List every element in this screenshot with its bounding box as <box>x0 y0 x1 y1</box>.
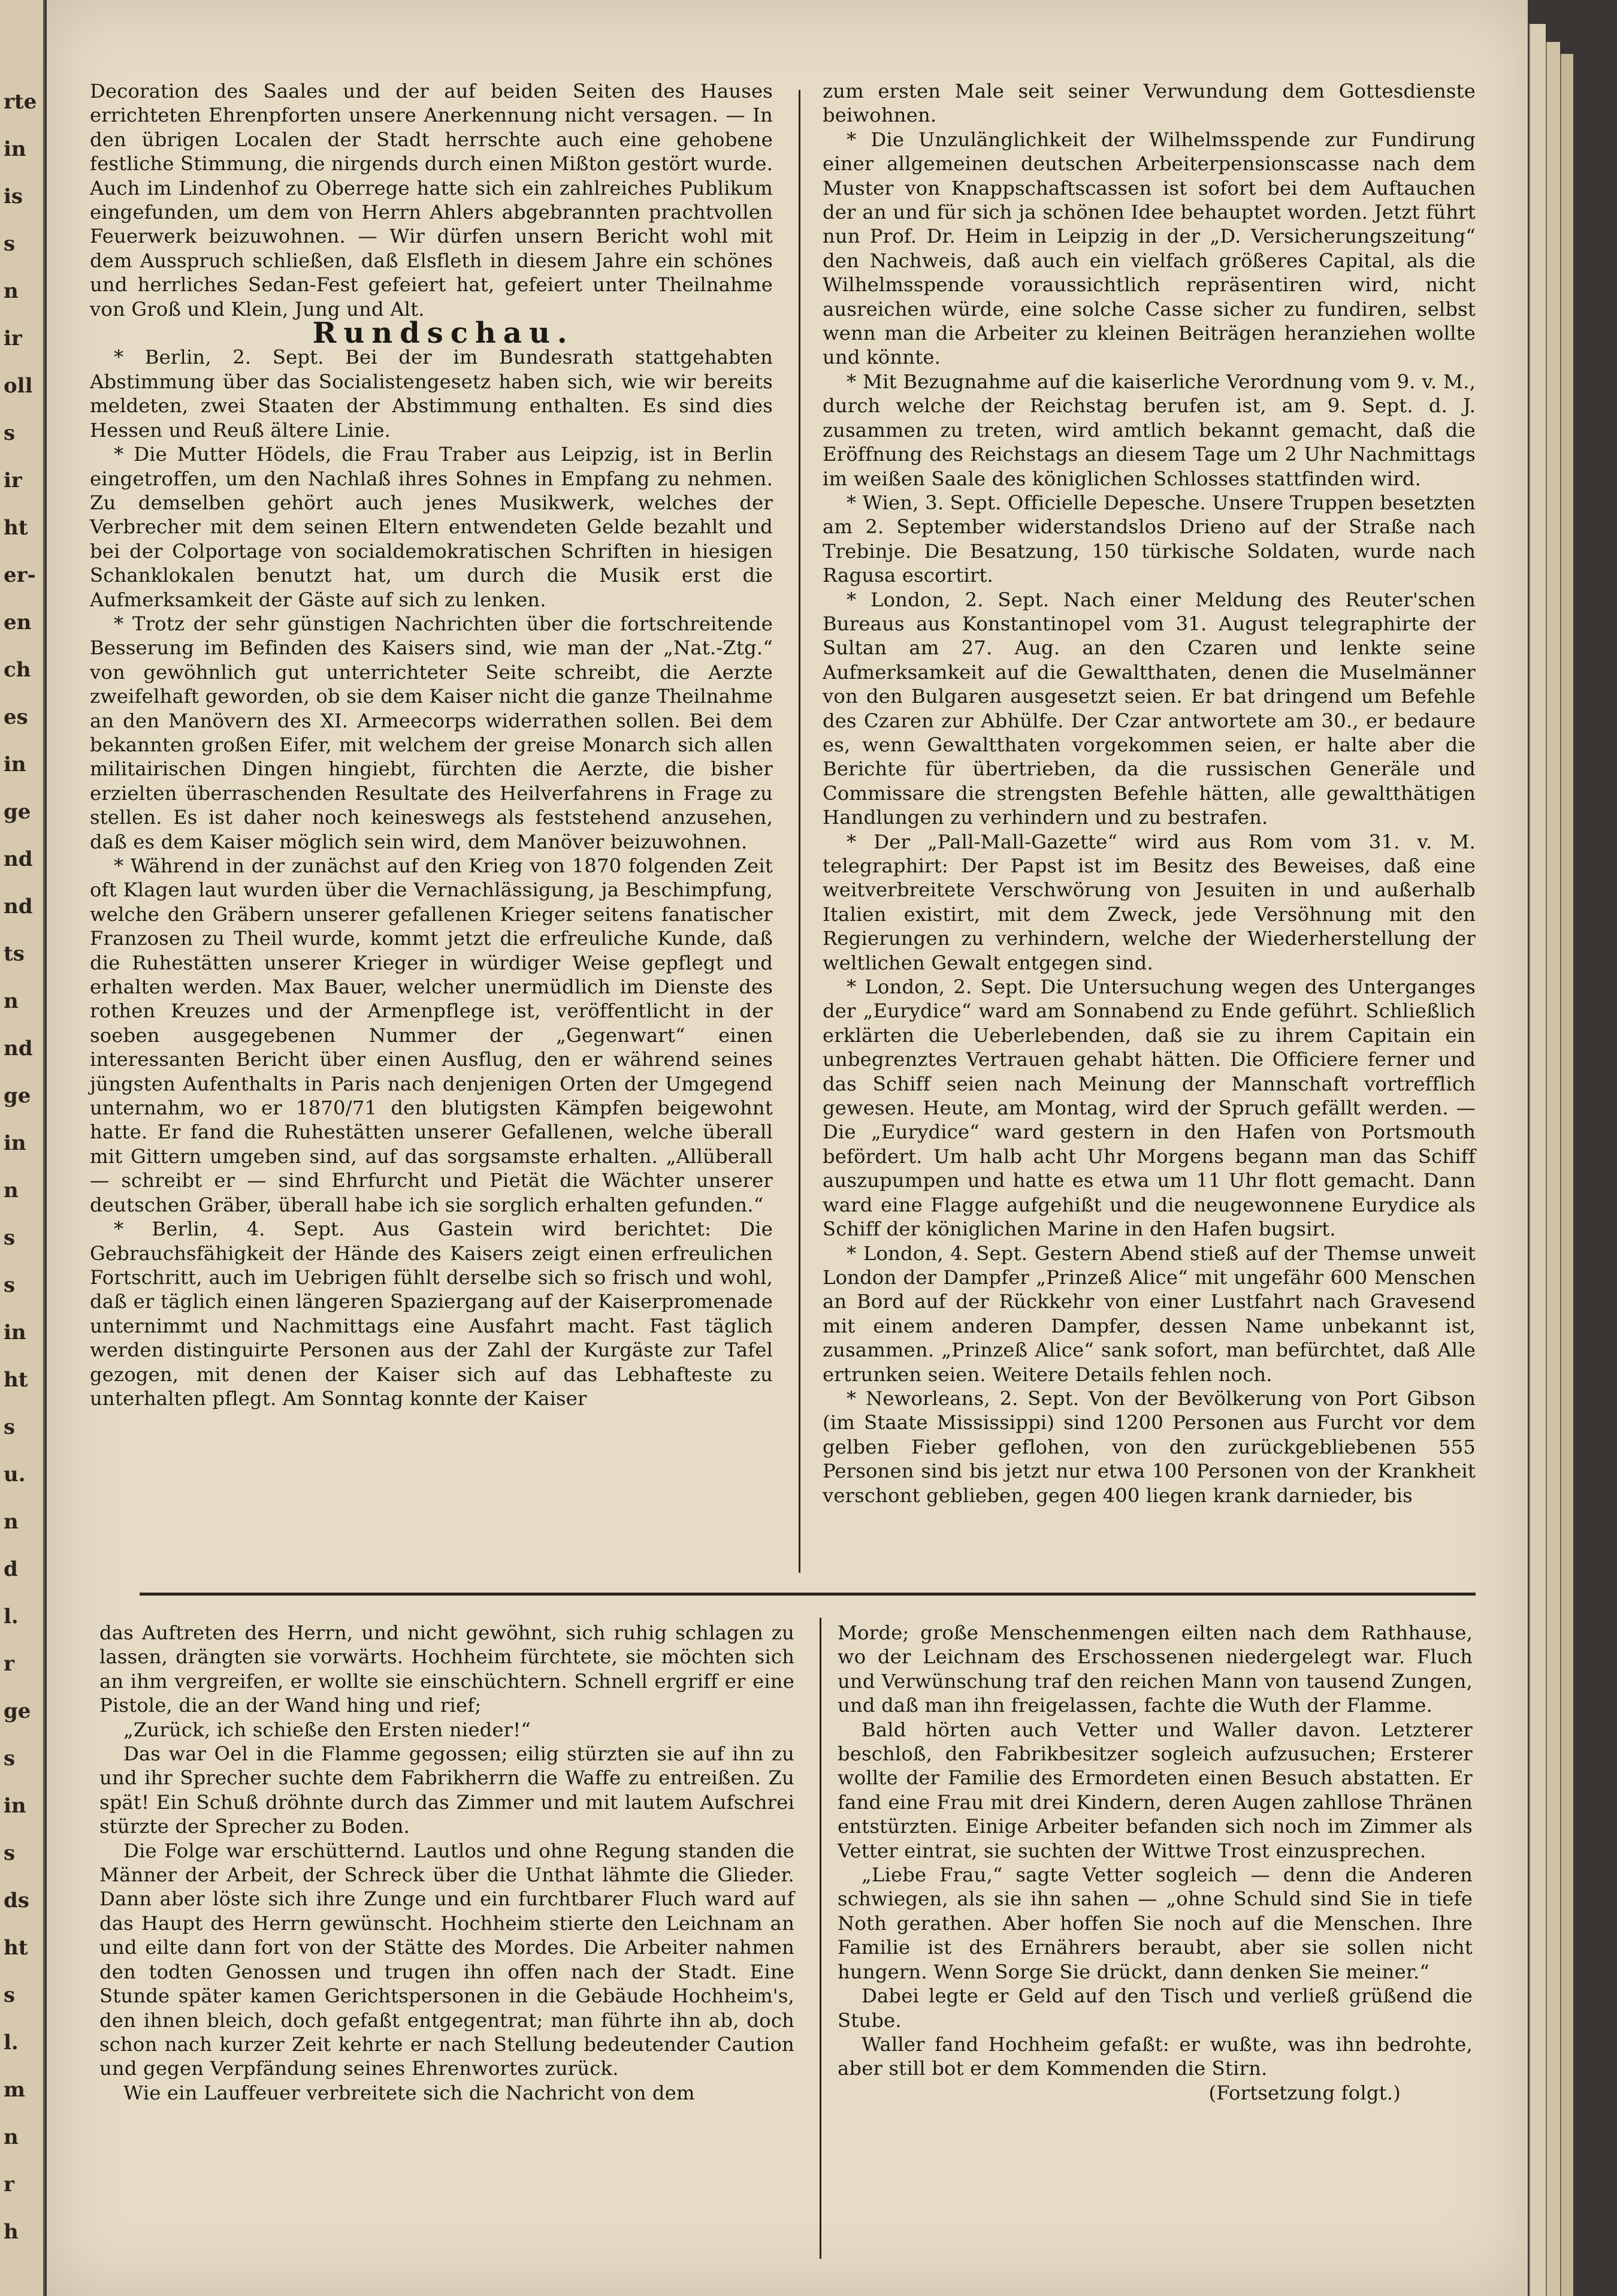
adjacent-page-strip <box>0 0 45 2296</box>
news-item: * London, 2. Sept. Die Untersuchung wegen des Unterganges der „Eurydice“ ward am Sonnabend zu Ende geführt. Schließlich erklärten die Ueberlebenden, daß sie zu ihrem Capitain ein unbegrenztes Vertrauen gehabt hätten. Die Officiere ferner und das Schiff seien nach Meinung der Mannschaft vortrefflich gewesen. Heute, am Montag, wird der Spruch gefällt werden. — Die „Eurydice“ ward gestern in den Hafen von Portsmouth befördert. Um halb acht Uhr Morgens begann man das Schiff auszupumpen und hatte es etwa um 11 Uhr flott gemacht. Dann ward eine Flagge aufgehißt und die neugewonnene Eurydice als Schiff der königlichen Marine in den Hafen bugsirt. <box>823 975 1476 1241</box>
adjacent-page-fragment: s <box>4 1415 16 1439</box>
adjacent-page-fragment: ge <box>4 800 31 824</box>
adjacent-page-fragment: ch <box>4 658 31 682</box>
story-paragraph: Morde; große Menschenmengen eilten nach dem Rathhause, wo der Leichnam des Erschossenen niedergelegt war. Fluch und Verwünschung traf den reichen Mann von tausend Zungen, und daß man ihn freigelassen, fachte die Wuth der Flamme. <box>838 1621 1473 1717</box>
news-item: * Während in der zunächst auf den Krieg von 1870 folgenden Zeit oft Klagen laut wurden über die Vernachlässigung, ja Beschimpfung, welche den Gräbern unserer gefallenen Krieger seitens fanatischer Franzosen zu Theil wurde, kommt jetzt die erfreuliche Kunde, daß die Ruhestätten unserer Krieger in würdiger Weise gepflegt und erhalten werden. Max Bauer, welcher unermüdlich im Dienste des rothen Kreuzes und der Armenpflege ist, veröffentlicht in der soeben ausgegebenen Nummer der „Gegenwart“ einen interessanten Bericht über einen Ausflug, den er während seines jüngsten Aufenthalts in Paris nach denjenigen Orten der Umgegend unternahm, wo er 1870/71 den blutigsten Kämpfen beigewohnt hatte. Er fand die Ruhestätten unserer Gefallenen, welche überall mit Gittern umgeben sind, auf das sorgsamste erhalten. „Allüberall — schreibt er — sind Ehrfurcht und Pietät die Wächter unserer deutschen Gräber, überall habe ich sie sorglich erhalten gefunden.“ <box>90 854 773 1216</box>
story-paragraph: Dabei legte er Geld auf den Tisch und verließ grüßend die Stube. <box>838 1984 1473 2032</box>
top-right-column <box>823 79 1476 1507</box>
feuilleton-rule <box>140 1593 1476 1596</box>
rundschau-heading: Rundschau. <box>312 316 575 351</box>
column-divider <box>820 1618 821 2259</box>
bottom-right-column <box>838 1621 1473 2105</box>
story-paragraph: das Auftreten des Herrn, und nicht gewöhnt, sich ruhig schlagen zu lassen, drängten sie vorwärts. Hochheim fürchtete, sie möchten sich an ihm vergreifen, er wollte sie einschüchtern. Schnell ergriff er eine Pistole, die an der Wand hing und rief; <box>99 1621 794 1717</box>
adjacent-page-fragment: s <box>4 1273 16 1297</box>
adjacent-page-fragment: s <box>4 1841 16 1865</box>
newspaper-page <box>47 0 1528 2296</box>
adjacent-page-fragment: s <box>4 1226 16 1250</box>
news-item: * Der „Pall-Mall-Gazette“ wird aus Rom vom 31. v. M. telegraphirt: Der Papst ist im Besitz des Beweises, daß eine weitverbreitete Verschwörung von Jesuiten in und außerhalb Italien existirt, mit dem Zweck, jede Versöhnung mit den Regierungen zu verhindern, welche der Wiederherstellung der weltlichen Gewalt entgegen sind. <box>823 830 1476 974</box>
adjacent-page-fragment: nd <box>4 847 33 871</box>
adjacent-page-fragment: n <box>4 279 19 303</box>
news-item: * London, 2. Sept. Nach einer Meldung des Reuter'schen Bureaus aus Konstantinopel vom 31. August telegraphirte der Sultan am 27. Aug. an den Czaren und lenkte seine Aufmerksamkeit auf die Gewaltthaten, denen die Muselmänner von den Bulgaren ausgesetzt seien. Er bat dringend um Befehle des Czaren zur Abhülfe. Der Czar antwortete am 30., er bedaure es, wenn Gewaltthaten vorgekommen seien, er halte aber die Berichte für übertrieben, da die russischen Generäle und Commissare die strengsten Befehle hätten, alle gewaltthätigen Handlungen zu verhindern und zu bestrafen. <box>823 588 1476 829</box>
adjacent-page-fragment: n <box>4 989 19 1013</box>
adjacent-page-fragment: ht <box>4 1936 28 1960</box>
news-item: zum ersten Male seit seiner Verwundung dem Gottesdienste beiwohnen. <box>823 80 1476 127</box>
adjacent-page-fragment: in <box>4 137 26 161</box>
news-item: * Die Mutter Hödels, die Frau Traber aus Leipzig, ist in Berlin eingetroffen, um den Nachlaß ihres Sohnes in Empfang zu nehmen. Zu demselben gehört auch jenes Musikwerk, welches der Verbrecher mit dem seinen Eltern entwendeten Gelde bezahlt und bei der Colportage von socialdemokratischen Schriften in hiesigen Schanklokalen benutzt hat, um durch die Musik erst die Aufmerksamkeit der Gäste auf sich zu lenken. <box>90 443 773 611</box>
adjacent-page-fragment: u. <box>4 1463 26 1487</box>
news-item: * Mit Bezugnahme auf die kaiserliche Verordnung vom 9. v. M., durch welche der Reichstag berufen ist, am 9. Sept. d. J. zusammen zu treten, wird amtlich bekannt gemacht, daß die Eröffnung des Reichstags an diesem Tage um 2 Uhr Nachmittags im weißen Saale des königlichen Schlosses stattfinden wird. <box>823 370 1476 490</box>
top-left-column <box>90 79 773 1410</box>
sedan-fest-paragraph: Decoration des Saales und der auf beiden Seiten des Hauses errichteten Ehrenpforten unsere Anerkennung nicht versagen. — In den übrigen Localen der Stadt herrschte auch eine gehobene festliche Stimmung, die nirgends durch einen Mißton gestört wurde. Auch im Lindenhof zu Oberrege hatte sich ein zahlreiches Publikum eingefunden, um dem von Herrn Ahlers abgebrannten prachtvollen Feuerwerk beizuwohnen. — Wir dürfen unsern Bericht wohl mit dem Ausspruch schließen, daß Elsfleth in diesem Jahre ein schönes und herrliches Sedan-Fest gefeiert hat, gefeiert unter Theilnahme von Groß und Klein, Jung und Alt. <box>90 80 773 321</box>
adjacent-page-fragment: ge <box>4 1699 31 1723</box>
adjacent-page-fragment: r <box>4 2173 14 2197</box>
adjacent-page-fragment: n <box>4 1179 19 1203</box>
adjacent-page-fragment: l. <box>4 1605 19 1629</box>
adjacent-page-fragment: in <box>4 1321 26 1345</box>
adjacent-page-fragment: m <box>4 2078 25 2102</box>
story-paragraph: Bald hörten auch Vetter und Waller davon. Letzterer beschloß, den Fabrikbesitzer sogleich aufzusuchen; Ersterer wollte der Familie des Ermordeten einen Besuch abstatten. Er fand eine Frau mit drei Kindern, deren Augen zahllose Thränen entstürzten. Einige Arbeiter befanden sich noch im Zimmer als Vetter eintrat, sie suchten der Wittwe Trost einzusprechen. <box>838 1718 1473 1862</box>
news-item: * Wien, 3. Sept. Officielle Depesche. Unsere Truppen besetzten am 2. September widerstandslos Drieno auf der Straße nach Trebinje. Die Besatzung, 150 türkische Soldaten, wurde nach Ragusa escortirt. <box>823 491 1476 587</box>
adjacent-page-fragment: er- <box>4 563 36 587</box>
adjacent-page-fragment: r <box>4 1652 14 1676</box>
news-item: * Berlin, 2. Sept. Bei der im Bundesrath stattgehabten Abstimmung über das Socialistengesetz haben sich, wie wir bereits meldeten, zwei Staaten der Abstimmung enthalten. Es sind dies Hessen und Reuß ältere Linie. <box>90 346 773 442</box>
adjacent-page-fragment: in <box>4 753 26 777</box>
page-edge <box>1560 54 1573 2296</box>
adjacent-page-fragment: ge <box>4 1084 31 1108</box>
news-item: * London, 4. Sept. Gestern Abend stieß auf der Themse unweit London der Dampfer „Prinzeß Alice“ mit ungefähr 600 Menschen an Bord auf der Rückkehr von einer Lustfahrt nach Gravesend mit einem anderen Dampfer, dessen Name unbekannt ist, zusammen. „Prinzeß Alice“ sank sofort, man befürchtet, daß Alle ertrunken seien. Weitere Details fehlen noch. <box>823 1241 1476 1386</box>
bottom-left-column <box>99 1621 794 2105</box>
adjacent-page-fragment: s <box>4 421 16 445</box>
column-divider <box>799 90 800 1573</box>
story-paragraph: Waller fand Hochheim gefaßt: er wußte, was ihn bedrohte, aber still bot er dem Kommenden die Stirn. <box>838 2032 1473 2080</box>
adjacent-page-fragment: ts <box>4 942 25 966</box>
adjacent-page-fragment: nd <box>4 1037 33 1061</box>
page-edge <box>1529 24 1546 2296</box>
continued-note: (Fortsetzung folgt.) <box>1208 2081 1401 2104</box>
adjacent-page-fragment: ht <box>4 1368 28 1392</box>
adjacent-page-fragment: s <box>4 1747 16 1771</box>
adjacent-page-fragment: ht <box>4 516 28 540</box>
adjacent-page-fragment: n <box>4 1510 19 1534</box>
adjacent-page-fragment: s <box>4 1983 16 2007</box>
adjacent-page-fragment: d <box>4 1557 18 1581</box>
page-edge <box>1546 42 1560 2296</box>
adjacent-page-fragment: n <box>4 2125 19 2149</box>
adjacent-page-fragment: ir <box>4 469 22 493</box>
news-item: * Die Unzulänglichkeit der Wilhelmsspende zur Fundirung einer allgemeinen deutschen Arbeiterpensionscasse nach dem Muster von Knappschaftscassen ist sofort bei dem Auftauchen der an und für sich ja schönen Idee behauptet worden. Jetzt führt nun Prof. Dr. Heim in Leipzig in der „D. Versicherungszeitung“ den Nachweis, daß auch ein vielfach größeres Capital, als die Wilhelmsspende voraussichtlich repräsentiren wird, nicht ausreichen würde, eine solche Casse sicher zu fundiren, selbst wenn man die Arbeiter zu kleinen Beiträgen heranziehen wollte und könnte. <box>823 128 1476 369</box>
adjacent-page-fragment: l. <box>4 2031 19 2055</box>
adjacent-page-fragment: ir <box>4 327 22 351</box>
adjacent-page-fragment: s <box>4 232 16 256</box>
adjacent-page-fragment: ds <box>4 1889 29 1913</box>
adjacent-page-fragment: oll <box>4 374 33 398</box>
story-paragraph: Das war Oel in die Flamme gegossen; eilig stürzten sie auf ihn zu und ihr Sprecher suchte dem Fabrikherrn die Waffe zu entreißen. Zu spät! Ein Schuß dröhnte durch das Zimmer und mit lautem Aufschrei stürzte der Sprecher zu Boden. <box>99 1742 794 1838</box>
story-paragraph: „Zurück, ich schieße den Ersten nieder!“ <box>123 1718 531 1741</box>
adjacent-page-fragment: es <box>4 705 28 729</box>
adjacent-page-fragment: nd <box>4 895 33 919</box>
story-paragraph: Wie ein Lauffeuer verbreitete sich die Nachricht von dem <box>123 2081 695 2104</box>
news-item: * Berlin, 4. Sept. Aus Gastein wird berichtet: Die Gebrauchsfähigkeit der Hände des Kaisers zeigt einen erfreulichen Fortschritt, auch im Uebrigen fühlt derselbe sich so frisch und wohl, daß er täglich einen längeren Spaziergang auf der Kaiserpromenade unternimmt und Nachmittags eine Ausfahrt macht. Fast täglich werden distinguirte Personen aus der Zahl der Kurgäste zur Tafel gezogen, mit denen der Kaiser sich auf das Lebhafteste zu unterhalten pflegt. Am Sonntag konnte der Kaiser <box>90 1218 773 1410</box>
story-paragraph: „Liebe Frau,“ sagte Vetter sogleich — denn die Anderen schwiegen, als sie ihn sahen — „ohne Schuld sind Sie in tiefe Noth gerathen. Aber hoffen Sie noch auf die Menschen. Ihre Familie ist des Ernährers beraubt, aber sie sollen nicht hungern. Wenn Sorge Sie drückt, dann denken Sie meiner.“ <box>838 1863 1473 1983</box>
adjacent-page-fragment: is <box>4 185 23 209</box>
adjacent-page-fragment: in <box>4 1794 26 1818</box>
news-item: * Neworleans, 2. Sept. Von der Bevölkerung von Port Gibson (im Staate Mississippi) sind 1200 Personen aus Furcht vor dem gelben Fieber geflohen, von den zurückgebliebenen 555 Personen sind bis jetzt nur etwa 100 Personen von der Krankheit verschont geblieben, gegen 400 liegen krank darnieder, bis <box>823 1386 1476 1507</box>
story-paragraph: Die Folge war erschütternd. Lautlos und ohne Regung standen die Männer der Arbeit, der Schreck über die Unthat lähmte die Glieder. Dann aber löste sich ihre Zunge und ein furchtbarer Fluch ward auf das Haupt des Herrn gewünscht. Hochheim stierte den Leichnam an und eilte dann fort von der Stätte des Mordes. Die Arbeiter nahmen den todten Genossen und trugen ihn offen nach der Stadt. Eine Stunde später kamen Gerichtspersonen in die Gebäude Hochheim's, den ihnen bleich, doch gefaßt entgegentrat; man führte ihn ab, doch schon nach kurzer Zeit kehrte er nach Stellung bedeutender Caution und gegen Verpfändung seines Ehrenwortes zurück. <box>99 1839 794 2080</box>
adjacent-page-fragment: in <box>4 1131 26 1155</box>
adjacent-page-fragment: en <box>4 611 32 635</box>
news-item: * Trotz der sehr günstigen Nachrichten über die fortschreitende Besserung im Befinden des Kaisers sind, wie man der „Nat.-Ztg.“ von gewöhnlich gut unterrichteter Seite schreibt, die Aerzte zweifelhaft geworden, ob sie dem Kaiser nicht die ganze Theilnahme an den Manövern des XI. Armeecorps widerrathen sollen. Bei dem bekannten großen Eifer, mit welchem der greise Monarch sich allen militairischen Dingen hingiebt, fürchten die Aerzte, die bisher erzielten überraschenden Resultate des Heilverfahrens in Frage zu stellen. Es ist daher noch keineswegs als feststehend anzusehen, daß es dem Kaiser möglich sein wird, dem Manöver beizuwohnen. <box>90 612 773 853</box>
adjacent-page-fragment: h <box>4 2220 19 2244</box>
adjacent-page-fragment: rte <box>4 90 37 114</box>
